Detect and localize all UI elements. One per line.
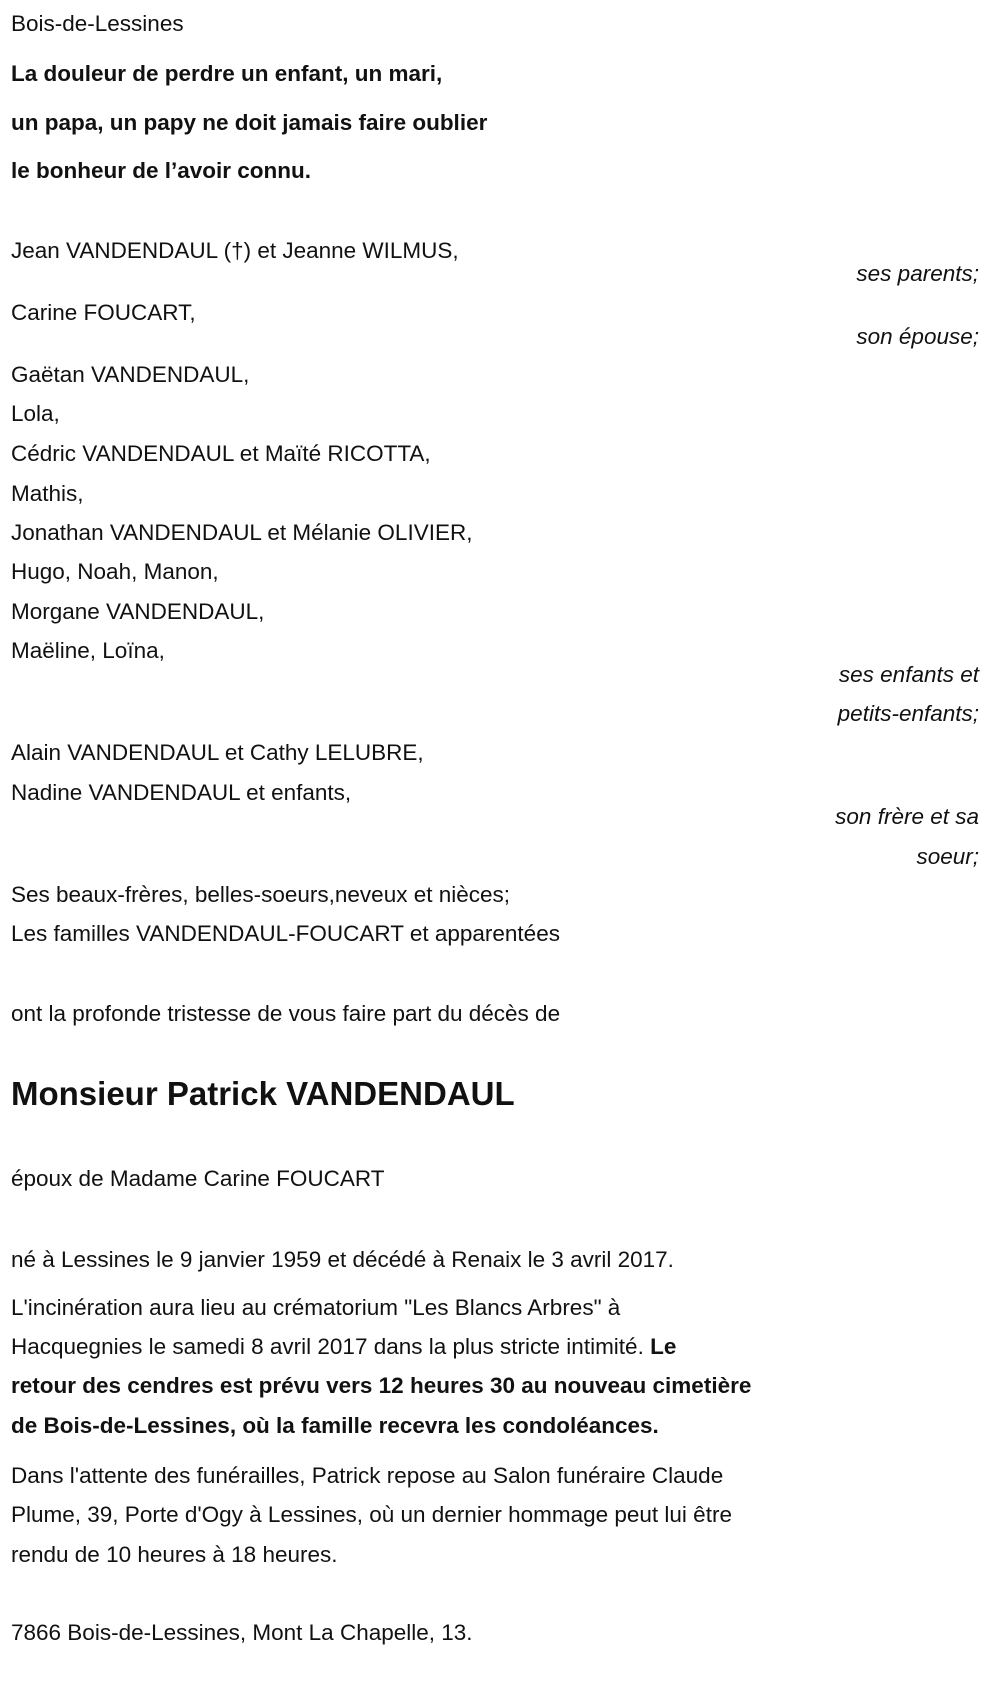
children-role: ses enfants et	[838, 662, 979, 687]
siblings-role: soeur;	[916, 844, 979, 869]
visitation-line: rendu de 10 heures à 18 heures.	[11, 1542, 338, 1567]
spouse: Carine FOUCART,	[11, 300, 196, 325]
child-line: Jonathan VANDENDAUL et Mélanie OLIVIER,	[11, 520, 473, 545]
parents-role: ses parents;	[856, 261, 979, 286]
siblings-role: son frère et sa	[835, 804, 979, 829]
dates: né à Lessines le 9 janvier 1959 et décédé à Renaix le 3 avril 2017.	[11, 1247, 674, 1272]
sibling-line: Nadine VANDENDAUL et enfants,	[11, 780, 352, 805]
child-line: Lola,	[11, 401, 60, 426]
visitation-line: Plume, 39, Porte d'Ogy à Lessines, où un dernier hommage peut lui être	[11, 1502, 732, 1527]
ceremony-line: de Bois-de-Lessines, où la famille recevra les condoléances.	[11, 1413, 659, 1438]
child-line: Hugo, Noah, Manon,	[11, 559, 219, 584]
others-line: Ses beaux-frères, belles-soeurs,neveux et nièces;	[11, 882, 511, 907]
ceremony-bold-text: Le	[650, 1334, 677, 1359]
children-role: petits-enfants;	[837, 701, 979, 726]
sibling-line: Alain VANDENDAUL et Cathy LELUBRE,	[11, 740, 424, 765]
child-line: Morgane VANDENDAUL,	[11, 599, 265, 624]
deceased-name: Monsieur Patrick VANDENDAUL	[11, 1075, 515, 1112]
quote-line: La douleur de perdre un enfant, un mari,	[11, 61, 443, 86]
locality: Bois-de-Lessines	[11, 11, 184, 36]
visitation-line: Dans l'attente des funérailles, Patrick repose au Salon funéraire Claude	[11, 1463, 724, 1488]
child-line: Maëline, Loïna,	[11, 638, 165, 663]
child-line: Mathis,	[11, 481, 84, 506]
quote-line: le bonheur de l’avoir connu.	[11, 158, 312, 183]
ceremony-line: L'incinération aura lieu au crématorium "Les Blancs Arbres" à	[11, 1295, 621, 1320]
ceremony-line: retour des cendres est prévu vers 12 heures 30 au nouveau cimetière	[11, 1373, 752, 1398]
address: 7866 Bois-de-Lessines, Mont La Chapelle, 13.	[11, 1620, 473, 1645]
spouse-line: époux de Madame Carine FOUCART	[11, 1166, 385, 1191]
announcement: ont la profonde tristesse de vous faire part du décès de	[11, 1001, 561, 1026]
quote-line: un papa, un papy ne doit jamais faire oublier	[11, 110, 488, 135]
parents: Jean VANDENDAUL (†) et Jeanne WILMUS,	[11, 238, 459, 263]
child-line: Cédric VANDENDAUL et Maïté RICOTTA,	[11, 441, 431, 466]
child-line: Gaëtan VANDENDAUL,	[11, 362, 250, 387]
others-line: Les familles VANDENDAUL-FOUCART et apparentées	[11, 921, 560, 946]
ceremony-line	[11, 1333, 676, 1361]
ceremony-text: Hacquegnies le samedi 8 avril 2017 dans la plus stricte intimité.	[11, 1334, 644, 1359]
spouse-role: son épouse;	[856, 324, 979, 349]
